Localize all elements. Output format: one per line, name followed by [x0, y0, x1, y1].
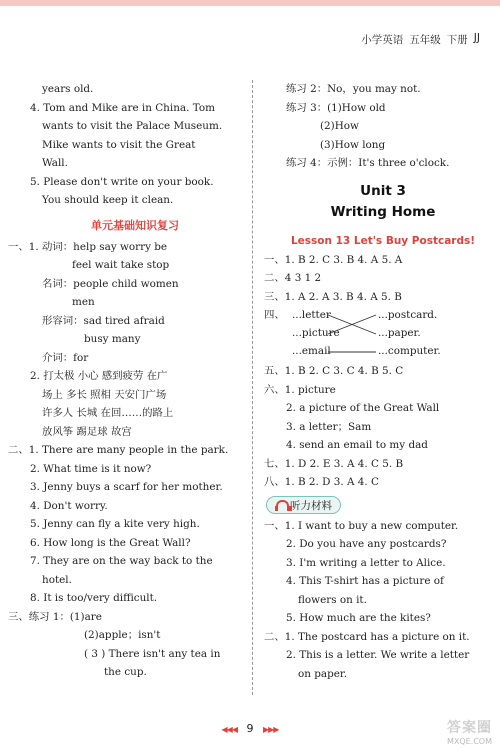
- left-pre-line: [30, 80, 240, 99]
- right-pre-answers: [286, 80, 480, 173]
- left-pre-answers: [30, 80, 240, 210]
- left-pre-text: Mike wants to visit the Great: [42, 138, 196, 151]
- lesson2-line: [264, 362, 480, 381]
- lesson2-text: 六、1. picture: [264, 383, 336, 396]
- listening-text: 一、1. I want to buy a new computer.: [264, 519, 459, 532]
- watermark-logo: [447, 717, 492, 746]
- matching-label: 四、: [264, 309, 285, 321]
- listening-line: [286, 591, 480, 610]
- right-pre-line: [286, 136, 480, 155]
- lesson2-line: [286, 436, 480, 455]
- review-text: men: [72, 296, 95, 308]
- right-column: [264, 80, 480, 683]
- review-text: feel wait take stop: [72, 259, 170, 271]
- review-line: [30, 275, 240, 294]
- listening-line: [286, 609, 480, 628]
- right-pre-line: [286, 80, 480, 99]
- review-text: 形容词：sad tired afraid: [42, 314, 165, 327]
- review-line: [30, 404, 240, 423]
- prev-arrows-icon: ◀◀◀: [221, 725, 237, 734]
- listening-text: flowers on it.: [298, 593, 367, 606]
- right-pre-text: (3)How long: [320, 138, 386, 151]
- review-text: 5. Jenny can fly a kite very high.: [30, 518, 200, 530]
- review-text: 3. Jenny buys a scarf for her mother.: [30, 481, 223, 493]
- lesson2-text: 五、1. B 2. C 3. C 4. B 5. C: [264, 365, 404, 377]
- lesson2-text: 七、1. D 2. E 3. A 4. C 5. B: [264, 457, 404, 470]
- unit-subtitle: Writing Home: [330, 203, 436, 220]
- left-pre-text: years old.: [42, 83, 94, 95]
- lesson2-line: [264, 473, 480, 492]
- review-text: (2)apple；isn't: [84, 629, 161, 641]
- review-line: [30, 571, 240, 590]
- review-text: 一、1. 动词：help say worry be: [8, 240, 168, 253]
- review-line: [30, 497, 240, 516]
- review-text: the cup.: [104, 666, 147, 678]
- matching-question: [264, 306, 480, 362]
- left-pre-text: 5. Please don't write on your book.: [30, 175, 214, 188]
- listening-text: 4. This T-shirt has a picture of: [286, 575, 444, 587]
- unit-title: Unit 3: [360, 182, 406, 199]
- listening-line: [286, 554, 480, 573]
- review-line: [8, 441, 240, 460]
- listening-line: [286, 535, 480, 554]
- lesson2-line: [286, 399, 480, 418]
- review-text: 三、练习 1：(1)are: [8, 610, 102, 623]
- review-line: [8, 608, 240, 627]
- watermark-top: 答案圈: [447, 720, 492, 736]
- match-left-1: ...letter: [292, 309, 331, 321]
- right-pre-text: 练习 4：示例：It's three o'clock.: [286, 157, 450, 169]
- review-line: [30, 589, 240, 608]
- review-text: 8. It is too/very difficult.: [30, 592, 158, 604]
- next-arrows-icon: ▶▶▶: [263, 725, 279, 734]
- match-left-2: ...picture: [292, 327, 340, 339]
- review-line: [30, 423, 240, 442]
- match-right-1: ...postcard.: [378, 309, 438, 321]
- lesson2-text: 3. a letter；Sam: [286, 420, 372, 433]
- review-line: [30, 293, 240, 312]
- review-text: 名词：people child women: [42, 277, 179, 290]
- review-line: [30, 349, 240, 368]
- header-grade: 五年级: [409, 34, 441, 46]
- watermark-bottom: MXQE.COM: [446, 737, 492, 746]
- header-edition: JJ: [473, 32, 480, 44]
- listening-line: [264, 628, 480, 647]
- right-pre-text: 练习 3：(1)How old: [286, 101, 386, 114]
- listening-text: 3. I'm writing a letter to Alice.: [286, 556, 446, 569]
- review-line: [30, 386, 240, 405]
- lesson2-line: [264, 381, 480, 400]
- review-text: 2. 打太极 小心 感到疲劳 在广: [30, 370, 168, 382]
- left-pre-line: [30, 173, 240, 192]
- review-text: 4. Don't worry.: [30, 499, 108, 512]
- lesson-line: [264, 288, 480, 307]
- review-line: [8, 238, 240, 257]
- listening-label: 听力材料: [290, 499, 332, 512]
- headphone-icon: [275, 500, 286, 511]
- lesson-text: 三、1. A 2. A 3. B 4. A 5. B: [264, 290, 402, 303]
- page-number: 9: [246, 722, 254, 735]
- right-pre-text: 练习 2：No，you may not.: [286, 83, 421, 95]
- page-header: [361, 32, 480, 47]
- review-text: 许多人 长城 在回……的路上: [42, 407, 174, 419]
- review-text: 放风筝 踢足球 故宫: [42, 425, 132, 438]
- lesson-answers-2: [264, 362, 480, 492]
- review-line: [30, 330, 240, 349]
- review-line: [30, 460, 240, 479]
- right-pre-line: [286, 99, 480, 118]
- review-line: [30, 312, 240, 331]
- review-text: 介词：for: [42, 351, 89, 364]
- review-answers: [8, 238, 240, 682]
- page-footer: [0, 722, 500, 735]
- left-pre-text: wants to visit the Palace Museum.: [42, 120, 223, 132]
- right-pre-line: [286, 117, 480, 136]
- left-pre-line: [30, 191, 240, 210]
- lesson2-text: 4. send an email to my dad: [286, 439, 428, 451]
- lesson-text: 一、1. B 2. C 3. B 4. A 5. A: [264, 253, 403, 266]
- review-text: hotel.: [42, 573, 72, 586]
- review-text: 6. How long is the Great Wall?: [30, 536, 191, 549]
- review-line: [30, 534, 240, 553]
- review-section-title: 单元基础知识复习: [91, 218, 179, 232]
- left-pre-line: [30, 99, 240, 118]
- listening-text: 2. Do you have any postcards?: [286, 538, 447, 550]
- listening-line: [286, 665, 480, 684]
- review-text: ( 3 ) There isn't any tea in: [84, 647, 221, 660]
- header-subject: 小学英语: [361, 34, 404, 46]
- review-line: [30, 367, 240, 386]
- left-pre-line: [30, 117, 240, 136]
- review-line: [30, 478, 240, 497]
- lesson-title: Lesson 13 Let's Buy Postcards!: [290, 234, 476, 247]
- listening-line: [264, 517, 480, 536]
- review-line: [30, 256, 240, 275]
- lesson2-text: 八、1. B 2. D 3. A 4. C: [264, 476, 379, 488]
- listening-text: on paper.: [298, 667, 348, 680]
- match-right-2: ...paper.: [378, 327, 421, 339]
- review-text: 二、1. There are many people in the park.: [8, 444, 229, 456]
- listening-text: 2. This is a letter. We write a letter: [286, 649, 470, 661]
- review-line: [30, 552, 240, 571]
- review-line: [30, 645, 240, 664]
- left-pre-text: Wall.: [42, 157, 68, 169]
- review-line: [30, 515, 240, 534]
- lesson-answers: [264, 251, 480, 307]
- listening-line: [286, 646, 480, 665]
- lesson2-text: 2. a picture of the Great Wall: [286, 402, 440, 414]
- lesson-line: [264, 269, 480, 288]
- review-line: [30, 626, 240, 645]
- lesson2-line: [264, 455, 480, 474]
- lesson2-line: [286, 418, 480, 437]
- review-text: 7. They are on the way back to the: [30, 555, 213, 567]
- left-pre-line: [30, 154, 240, 173]
- review-text: 2. What time is it now?: [30, 462, 152, 475]
- left-pre-line: [30, 136, 240, 155]
- review-text: busy many: [84, 333, 141, 345]
- review-text: 场上 多长 照相 天安门广场: [42, 388, 167, 401]
- left-pre-text: You should keep it clean.: [42, 194, 174, 206]
- listening-badge: [266, 496, 341, 514]
- header-term: 下册: [446, 34, 468, 46]
- right-pre-text: (2)How: [320, 120, 359, 132]
- matching-lines: [326, 306, 380, 362]
- listening-text: 二、1. The postcard has a picture on it.: [264, 630, 470, 643]
- review-line: [30, 663, 240, 682]
- listening-line: [286, 572, 480, 591]
- match-right-3: ...computer.: [378, 345, 441, 357]
- listening-transcript: [264, 517, 480, 684]
- column-divider: [252, 80, 253, 695]
- top-color-band: [0, 0, 500, 6]
- match-left-3: ...email: [292, 345, 331, 357]
- lesson-line: [264, 251, 480, 270]
- listening-text: 5. How much are the kites?: [286, 612, 431, 624]
- left-column: [8, 80, 240, 682]
- left-pre-text: 4. Tom and Mike are in China. Tom: [30, 101, 215, 114]
- right-pre-line: [286, 154, 480, 173]
- listening-badge-wrap: [266, 496, 480, 515]
- lesson-text: 二、4 3 1 2: [264, 272, 322, 284]
